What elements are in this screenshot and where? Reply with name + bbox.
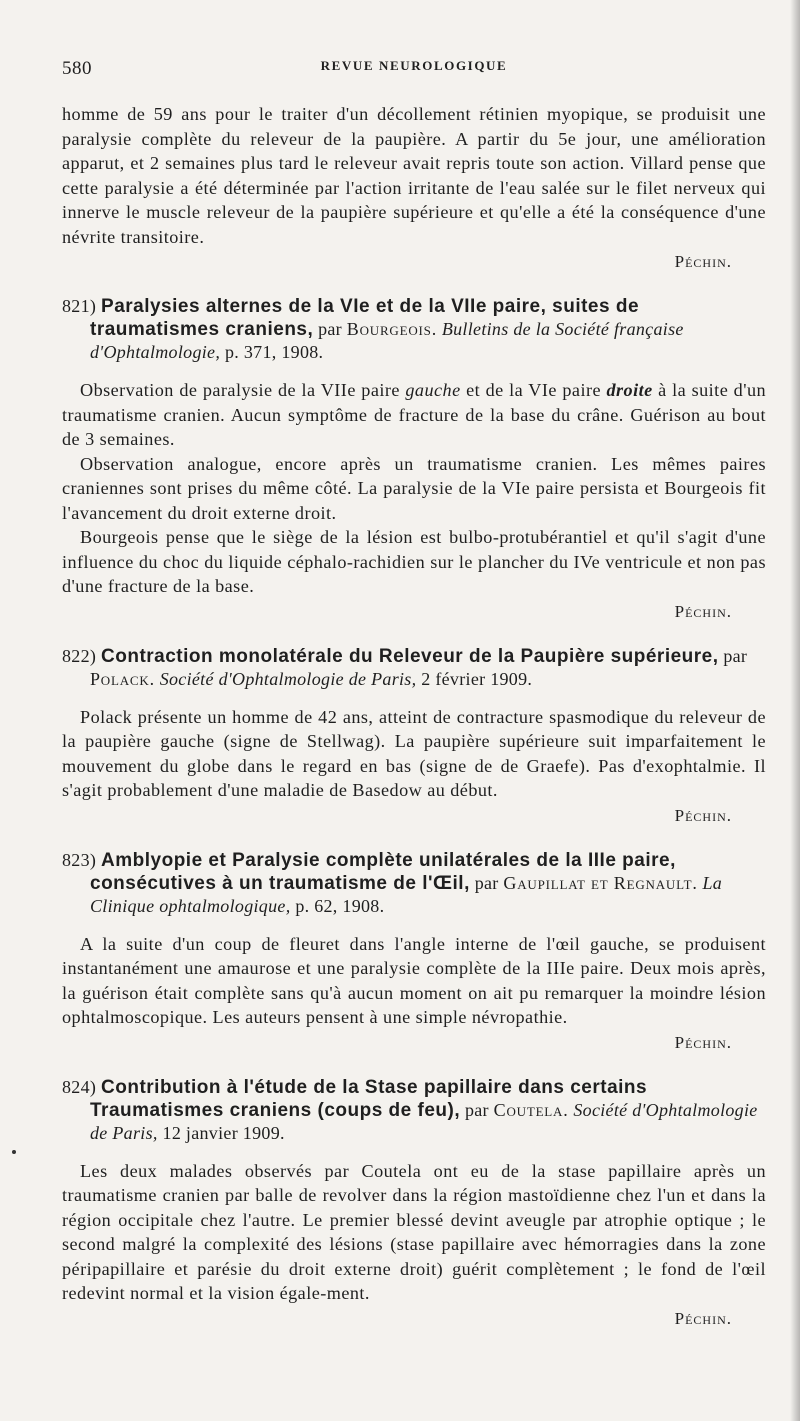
abstract-paragraph: Observation analogue, encore après un traumatisme cranien. Les mêmes paires craniennes sont prises du même côté. La paralysie de la VIe paire persista et Bourgeois fit l'avancement du droit externe droit. bbox=[62, 453, 766, 523]
entry-heading bbox=[62, 1076, 766, 1144]
entry-number: 824) bbox=[62, 1076, 97, 1097]
signature: Péchin. bbox=[674, 1032, 732, 1052]
abstract-822 bbox=[62, 645, 766, 828]
emphasis: gauche bbox=[405, 380, 461, 400]
signature: Péchin. bbox=[674, 1308, 732, 1328]
continued-abstract bbox=[62, 102, 766, 274]
entry-source: Société d'Ophtalmologie de Paris, bbox=[90, 1099, 758, 1143]
abstract-paragraph: homme de 59 ans pour le traiter d'un décollement rétinien myopique, se produisit une paralysie complète du releveur de la paupière. A partir du 5e jour, une amélioration apparut, et 2 semaines plus tard le releveur avait repris toute son action. Villard pense que cette paralysie a été déterminée par l'action irritante de l'eau salée sur le filet nerveux qui innerve le muscle releveur de la paupière supérieure et qu'elle a été la conséquence d'une névrite transitoire. bbox=[62, 104, 766, 247]
entry-by: par bbox=[474, 872, 499, 893]
text-run: à la suite d'un traumatisme cranien. Aucun symptôme de fracture de la base du crâne. Guérison au bout de 3 semaines. bbox=[62, 380, 767, 449]
page-spine-shadow bbox=[790, 0, 800, 1421]
entry-author: Polack. bbox=[90, 668, 155, 689]
abstract-824 bbox=[62, 1076, 766, 1331]
text-run: et de la VIe paire bbox=[466, 380, 601, 400]
signature: Péchin. bbox=[674, 601, 732, 621]
entry-heading bbox=[62, 295, 766, 363]
entry-source: Société d'Ophtalmologie de Paris, bbox=[159, 668, 417, 689]
entry-by: par bbox=[723, 645, 748, 666]
entry-reference: 2 février 1909. bbox=[421, 668, 533, 689]
page-number: 580 bbox=[62, 58, 92, 79]
entry-author: Gaupillat et Regnault. bbox=[503, 872, 698, 893]
entry-by: par bbox=[318, 319, 342, 339]
entry-heading bbox=[62, 849, 766, 917]
abstract-paragraph: Bourgeois pense que le siège de la lésion est bulbo-protubérantiel et qu'il s'agit d'une influence du choc du liquide céphalo-rachidien sur le plancher du IVe ventricule et non pas d'une fracture de la base. bbox=[62, 527, 766, 596]
entry-title: Contribution à l'étude de la Stase papillaire dans certains Traumatismes craniens (coups de feu), bbox=[90, 1076, 648, 1121]
abstract-paragraph bbox=[62, 378, 766, 452]
running-head bbox=[62, 58, 766, 90]
signature: Péchin. bbox=[674, 805, 732, 825]
entry-author: Bourgeois. bbox=[346, 319, 438, 339]
abstract-paragraph: A la suite d'un coup de fleuret dans l'angle interne de l'œil gauche, se produisent instantanément une amaurose et une paralysie complète de la IIIe paire. Deux mois après, la guérison était complète sans qu'à aucun moment on ait pu remarquer la moindre lésion ophtalmoscopique. Les auteurs pensent à une simple névropathie. bbox=[62, 933, 766, 1027]
entry-heading bbox=[62, 645, 766, 690]
abstract-paragraph: Les deux malades observés par Coutela ont eu de la stase papillaire après un traumatisme cranien par balle de revolver dans la région mastoïdienne chez l'un et dans la région occipitale chez l'autre. Le premier blessé devint aveugle par atrophie optique ; le second malgré la complexité des lésions (stase papillaire avec hémorragies dans la zone péripapillaire et parésie du droit externe droit) guérit complètement ; le fond de l'œil redevint normal et la vision égale-ment. bbox=[62, 1160, 766, 1303]
ink-speck bbox=[12, 1150, 16, 1154]
entry-title: Contraction monolatérale du Releveur de la Paupière supérieure, bbox=[101, 645, 719, 667]
entry-source: Bulletins de la Société française d'Ophtalmologie, bbox=[90, 319, 684, 362]
entry-author: Coutela. bbox=[493, 1099, 569, 1120]
entry-reference: p. 371, 1908. bbox=[224, 342, 324, 362]
entry-number: 821) bbox=[62, 296, 97, 316]
abstract-823 bbox=[62, 849, 766, 1055]
entry-reference: p. 62, 1908. bbox=[295, 895, 385, 916]
text-run: Observation de paralysie de la VIIe paire bbox=[80, 380, 400, 400]
entry-number: 823) bbox=[62, 849, 97, 870]
journal-title: REVUE NEUROLOGIQUE bbox=[320, 58, 508, 73]
abstract-821 bbox=[62, 295, 766, 624]
abstract-paragraph: Polack présente un homme de 42 ans, atteint de contracture spasmodique du releveur de la paupière gauche (signe de Stellwag). La paupière supérieure suit imparfaitement le mouvement du globe dans le regard en bas (signe de de Graefe). Pas d'exophtalmie. Il s'agit probablement d'une maladie de Basedow au début. bbox=[62, 706, 766, 800]
signature: Péchin. bbox=[674, 252, 732, 271]
entry-title: Amblyopie et Paralysie complète unilatérales de la IIIe paire, consécutives à un traumatisme de l'Œil, bbox=[90, 849, 676, 894]
entry-source: La Clinique ophtalmologique, bbox=[90, 872, 723, 916]
entry-by: par bbox=[464, 1099, 489, 1120]
entry-title: Paralysies alternes de la VIe et de la VIIe paire, suites de traumatismes craniens, bbox=[90, 296, 640, 340]
emphasis: droite bbox=[606, 380, 653, 400]
entry-reference: 12 janvier 1909. bbox=[162, 1122, 285, 1143]
entry-number: 822) bbox=[62, 645, 97, 666]
